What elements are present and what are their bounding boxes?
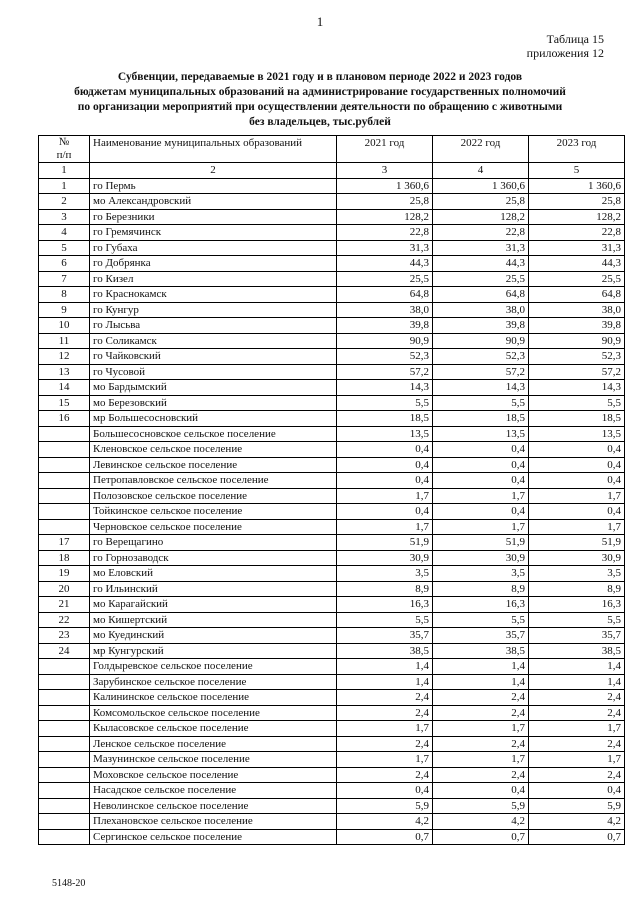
value-2023-cell: 90,9	[529, 333, 625, 349]
table-row	[39, 690, 625, 706]
municipality-name-cell: Насадское сельское поселение	[90, 783, 337, 799]
table-row	[39, 597, 625, 613]
table-row	[39, 488, 625, 504]
value-2021-cell: 25,5	[337, 271, 433, 287]
value-2023-cell: 64,8	[529, 287, 625, 303]
municipality-name-cell: мр Большесосновский	[90, 411, 337, 427]
municipality-name-cell: Большесосновское сельское поселение	[90, 426, 337, 442]
value-2023-cell: 25,8	[529, 194, 625, 210]
value-2023-cell: 5,5	[529, 612, 625, 628]
value-2021-cell: 2,4	[337, 736, 433, 752]
table-row	[39, 628, 625, 644]
title-line: по организации мероприятий при осуществлении деятельности по обращению с животными	[77, 101, 563, 113]
value-2022-cell: 1,4	[433, 674, 529, 690]
municipality-name-cell: го Соликамск	[90, 333, 337, 349]
value-2021-cell: 31,3	[337, 240, 433, 256]
municipality-name-cell: мо Березовский	[90, 395, 337, 411]
value-2023-cell: 38,5	[529, 643, 625, 659]
value-2021-cell: 1,7	[337, 519, 433, 535]
row-number-cell: 2	[39, 194, 90, 210]
value-2021-cell: 90,9	[337, 333, 433, 349]
table-row	[39, 674, 625, 690]
title-line: без владельцев, тыс.рублей	[249, 116, 391, 128]
subsidy-table	[38, 135, 625, 845]
table-row	[39, 395, 625, 411]
table-row	[39, 178, 625, 194]
value-2023-cell: 18,5	[529, 411, 625, 427]
row-number-cell: 13	[39, 364, 90, 380]
value-2021-cell: 52,3	[337, 349, 433, 365]
value-2023-cell: 1,7	[529, 488, 625, 504]
table-row	[39, 318, 625, 334]
value-2023-cell: 1,7	[529, 519, 625, 535]
value-2022-cell: 38,5	[433, 643, 529, 659]
value-2022-cell: 0,4	[433, 442, 529, 458]
value-2022-cell: 2,4	[433, 736, 529, 752]
value-2022-cell: 1,7	[433, 488, 529, 504]
value-2021-cell: 64,8	[337, 287, 433, 303]
title-line: бюджетам муниципальных образований на администрирование государственных полномочий	[74, 86, 566, 98]
table-row	[39, 721, 625, 737]
row-number-cell	[39, 659, 90, 675]
value-2023-cell: 0,4	[529, 504, 625, 520]
municipality-name-cell: го Кизел	[90, 271, 337, 287]
value-2021-cell: 57,2	[337, 364, 433, 380]
value-2023-cell: 1,7	[529, 721, 625, 737]
value-2021-cell: 1,7	[337, 488, 433, 504]
value-2021-cell: 18,5	[337, 411, 433, 427]
value-2023-cell: 30,9	[529, 550, 625, 566]
row-number-cell	[39, 814, 90, 830]
document-code: 5148-20	[52, 878, 86, 889]
table-row	[39, 550, 625, 566]
column-header-number: № п/п	[39, 136, 90, 163]
value-2023-cell: 0,4	[529, 783, 625, 799]
value-2022-cell: 57,2	[433, 364, 529, 380]
table-row	[39, 364, 625, 380]
value-2021-cell: 0,4	[337, 504, 433, 520]
value-2022-cell: 52,3	[433, 349, 529, 365]
row-number-cell: 4	[39, 225, 90, 241]
row-number-cell	[39, 783, 90, 799]
row-number-cell: 19	[39, 566, 90, 582]
value-2021-cell: 0,4	[337, 473, 433, 489]
value-2021-cell: 35,7	[337, 628, 433, 644]
municipality-name-cell: го Добрянка	[90, 256, 337, 272]
table-row	[39, 256, 625, 272]
value-2023-cell: 0,7	[529, 829, 625, 845]
document-title	[60, 70, 580, 130]
municipality-name-cell: Кленовское сельское поселение	[90, 442, 337, 458]
value-2023-cell: 5,9	[529, 798, 625, 814]
row-number-cell	[39, 798, 90, 814]
value-2021-cell: 5,5	[337, 395, 433, 411]
row-number-cell	[39, 426, 90, 442]
column-number: 2	[90, 163, 337, 179]
value-2022-cell: 31,3	[433, 240, 529, 256]
table-row	[39, 457, 625, 473]
value-2022-cell: 0,4	[433, 473, 529, 489]
value-2023-cell: 39,8	[529, 318, 625, 334]
value-2022-cell: 90,9	[433, 333, 529, 349]
column-number: 3	[337, 163, 433, 179]
value-2023-cell: 31,3	[529, 240, 625, 256]
value-2022-cell: 16,3	[433, 597, 529, 613]
municipality-name-cell: мо Александровский	[90, 194, 337, 210]
value-2022-cell: 2,4	[433, 767, 529, 783]
row-number-cell: 18	[39, 550, 90, 566]
value-2022-cell: 5,5	[433, 395, 529, 411]
municipality-name-cell: го Краснокамск	[90, 287, 337, 303]
value-2022-cell: 30,9	[433, 550, 529, 566]
row-number-cell	[39, 519, 90, 535]
table-row	[39, 333, 625, 349]
row-number-cell: 7	[39, 271, 90, 287]
value-2022-cell: 0,4	[433, 504, 529, 520]
table-row	[39, 194, 625, 210]
municipality-name-cell: Кыласовское сельское поселение	[90, 721, 337, 737]
municipality-name-cell: мо Куединский	[90, 628, 337, 644]
value-2022-cell: 0,4	[433, 783, 529, 799]
column-header-2022: 2022 год	[433, 136, 529, 163]
value-2022-cell: 1,7	[433, 721, 529, 737]
row-number-cell	[39, 705, 90, 721]
row-number-cell	[39, 504, 90, 520]
municipality-name-cell: го Березники	[90, 209, 337, 225]
row-number-cell: 16	[39, 411, 90, 427]
header-row	[39, 136, 625, 163]
row-number-cell: 3	[39, 209, 90, 225]
value-2021-cell: 5,9	[337, 798, 433, 814]
table-row	[39, 426, 625, 442]
value-2021-cell: 0,7	[337, 829, 433, 845]
value-2021-cell: 2,4	[337, 767, 433, 783]
table-row	[39, 302, 625, 318]
value-2021-cell: 3,5	[337, 566, 433, 582]
municipality-name-cell: Плехановское сельское поселение	[90, 814, 337, 830]
value-2023-cell: 13,5	[529, 426, 625, 442]
value-2022-cell: 4,2	[433, 814, 529, 830]
value-2022-cell: 22,8	[433, 225, 529, 241]
table-row	[39, 752, 625, 768]
value-2022-cell: 18,5	[433, 411, 529, 427]
value-2022-cell: 25,5	[433, 271, 529, 287]
value-2022-cell: 5,9	[433, 798, 529, 814]
value-2022-cell: 0,4	[433, 457, 529, 473]
value-2023-cell: 2,4	[529, 690, 625, 706]
table-row	[39, 736, 625, 752]
row-number-cell: 22	[39, 612, 90, 628]
table-row	[39, 411, 625, 427]
column-number: 5	[529, 163, 625, 179]
row-number-cell	[39, 736, 90, 752]
value-2022-cell: 13,5	[433, 426, 529, 442]
value-2022-cell: 38,0	[433, 302, 529, 318]
value-2022-cell: 2,4	[433, 705, 529, 721]
value-2021-cell: 128,2	[337, 209, 433, 225]
value-2023-cell: 1,4	[529, 659, 625, 675]
value-2023-cell: 2,4	[529, 705, 625, 721]
row-number-cell: 11	[39, 333, 90, 349]
table-row	[39, 581, 625, 597]
table-row	[39, 504, 625, 520]
value-2023-cell: 1 360,6	[529, 178, 625, 194]
municipality-name-cell: мр Кунгурский	[90, 643, 337, 659]
row-number-cell	[39, 442, 90, 458]
value-2022-cell: 14,3	[433, 380, 529, 396]
row-number-cell	[39, 721, 90, 737]
column-number: 1	[39, 163, 90, 179]
row-number-cell	[39, 752, 90, 768]
page-number: 1	[316, 14, 324, 29]
row-number-cell	[39, 690, 90, 706]
table-row	[39, 209, 625, 225]
value-2023-cell: 51,9	[529, 535, 625, 551]
table-row	[39, 829, 625, 845]
table-row	[39, 380, 625, 396]
value-2022-cell: 8,9	[433, 581, 529, 597]
municipality-name-cell: го Горнозаводск	[90, 550, 337, 566]
row-number-cell: 15	[39, 395, 90, 411]
municipality-name-cell: го Губаха	[90, 240, 337, 256]
municipality-name-cell: Полозовское сельское поселение	[90, 488, 337, 504]
municipality-name-cell: Левинское сельское поселение	[90, 457, 337, 473]
column-header-name: Наименование муниципальных образований	[90, 136, 337, 163]
row-number-cell: 12	[39, 349, 90, 365]
row-number-cell: 5	[39, 240, 90, 256]
value-2021-cell: 5,5	[337, 612, 433, 628]
row-number-cell: 21	[39, 597, 90, 613]
municipality-name-cell: мо Карагайский	[90, 597, 337, 613]
table-row	[39, 442, 625, 458]
value-2023-cell: 0,4	[529, 473, 625, 489]
value-2023-cell: 57,2	[529, 364, 625, 380]
municipality-name-cell: Голдыревское сельское поселение	[90, 659, 337, 675]
municipality-name-cell: го Лысьва	[90, 318, 337, 334]
appendix-label: приложения 12	[526, 46, 604, 60]
municipality-name-cell: Черновское сельское поселение	[90, 519, 337, 535]
value-2023-cell: 25,5	[529, 271, 625, 287]
table-row	[39, 659, 625, 675]
column-header-2021: 2021 год	[337, 136, 433, 163]
value-2021-cell: 0,4	[337, 457, 433, 473]
value-2021-cell: 0,4	[337, 783, 433, 799]
row-number-cell: 23	[39, 628, 90, 644]
table-row	[39, 349, 625, 365]
value-2021-cell: 1,4	[337, 659, 433, 675]
municipality-name-cell: го Ильинский	[90, 581, 337, 597]
value-2022-cell: 1,4	[433, 659, 529, 675]
municipality-name-cell: Калининское сельское поселение	[90, 690, 337, 706]
value-2022-cell: 2,4	[433, 690, 529, 706]
value-2023-cell: 3,5	[529, 566, 625, 582]
value-2023-cell: 22,8	[529, 225, 625, 241]
value-2021-cell: 1 360,6	[337, 178, 433, 194]
value-2022-cell: 39,8	[433, 318, 529, 334]
table-row	[39, 643, 625, 659]
title-line: Субвенции, передаваемые в 2021 году и в плановом периоде 2022 и 2023 годов	[117, 71, 523, 83]
value-2023-cell: 52,3	[529, 349, 625, 365]
value-2022-cell: 5,5	[433, 612, 529, 628]
value-2021-cell: 38,0	[337, 302, 433, 318]
municipality-name-cell: го Чайковский	[90, 349, 337, 365]
row-number-cell: 6	[39, 256, 90, 272]
table-row	[39, 225, 625, 241]
municipality-name-cell: мо Бардымский	[90, 380, 337, 396]
column-header-2023: 2023 год	[529, 136, 625, 163]
row-number-cell	[39, 829, 90, 845]
municipality-name-cell: Неволинское сельское поселение	[90, 798, 337, 814]
value-2023-cell: 35,7	[529, 628, 625, 644]
municipality-name-cell: Зарубинское сельское поселение	[90, 674, 337, 690]
row-number-cell: 9	[39, 302, 90, 318]
municipality-name-cell: Ленское сельское поселение	[90, 736, 337, 752]
value-2022-cell: 0,7	[433, 829, 529, 845]
table-row	[39, 566, 625, 582]
value-2022-cell: 25,8	[433, 194, 529, 210]
municipality-name-cell: го Верещагино	[90, 535, 337, 551]
table-row	[39, 798, 625, 814]
value-2021-cell: 13,5	[337, 426, 433, 442]
value-2021-cell: 39,8	[337, 318, 433, 334]
table-row	[39, 519, 625, 535]
value-2023-cell: 38,0	[529, 302, 625, 318]
value-2021-cell: 0,4	[337, 442, 433, 458]
value-2023-cell: 128,2	[529, 209, 625, 225]
municipality-name-cell: Комсомольское сельское поселение	[90, 705, 337, 721]
row-number-cell	[39, 674, 90, 690]
municipality-name-cell: го Пермь	[90, 178, 337, 194]
row-number-cell: 10	[39, 318, 90, 334]
municipality-name-cell: Мазунинское сельское поселение	[90, 752, 337, 768]
value-2023-cell: 5,5	[529, 395, 625, 411]
value-2021-cell: 2,4	[337, 690, 433, 706]
value-2023-cell: 16,3	[529, 597, 625, 613]
municipality-name-cell: Моховское сельское поселение	[90, 767, 337, 783]
row-number-cell	[39, 473, 90, 489]
row-number-cell: 17	[39, 535, 90, 551]
value-2021-cell: 8,9	[337, 581, 433, 597]
table-row	[39, 783, 625, 799]
municipality-name-cell: Тойкинское сельское поселение	[90, 504, 337, 520]
table-row	[39, 271, 625, 287]
municipality-name-cell: го Чусовой	[90, 364, 337, 380]
table-row	[39, 535, 625, 551]
value-2022-cell: 51,9	[433, 535, 529, 551]
row-number-cell: 20	[39, 581, 90, 597]
municipality-name-cell: го Кунгур	[90, 302, 337, 318]
table-reference	[527, 32, 604, 60]
row-number-cell	[39, 488, 90, 504]
municipality-name-cell: Петропавловское сельское поселение	[90, 473, 337, 489]
value-2022-cell: 3,5	[433, 566, 529, 582]
value-2023-cell: 0,4	[529, 442, 625, 458]
row-number-cell: 24	[39, 643, 90, 659]
value-2023-cell: 14,3	[529, 380, 625, 396]
value-2023-cell: 0,4	[529, 457, 625, 473]
column-number-row	[39, 163, 625, 179]
table-row	[39, 287, 625, 303]
table-body	[39, 178, 625, 845]
row-number-cell	[39, 767, 90, 783]
value-2023-cell: 2,4	[529, 736, 625, 752]
value-2023-cell: 2,4	[529, 767, 625, 783]
value-2023-cell: 1,7	[529, 752, 625, 768]
column-number: 4	[433, 163, 529, 179]
table-row	[39, 814, 625, 830]
value-2021-cell: 22,8	[337, 225, 433, 241]
value-2021-cell: 1,7	[337, 721, 433, 737]
value-2021-cell: 44,3	[337, 256, 433, 272]
value-2021-cell: 4,2	[337, 814, 433, 830]
value-2023-cell: 8,9	[529, 581, 625, 597]
row-number-cell: 14	[39, 380, 90, 396]
value-2022-cell: 1 360,6	[433, 178, 529, 194]
row-number-cell: 8	[39, 287, 90, 303]
value-2022-cell: 64,8	[433, 287, 529, 303]
value-2021-cell: 25,8	[337, 194, 433, 210]
row-number-cell	[39, 457, 90, 473]
value-2022-cell: 44,3	[433, 256, 529, 272]
value-2021-cell: 14,3	[337, 380, 433, 396]
municipality-name-cell: мо Еловский	[90, 566, 337, 582]
table-row	[39, 705, 625, 721]
municipality-name-cell: Сергинское сельское поселение	[90, 829, 337, 845]
table-row	[39, 612, 625, 628]
value-2021-cell: 2,4	[337, 705, 433, 721]
value-2021-cell: 51,9	[337, 535, 433, 551]
value-2021-cell: 30,9	[337, 550, 433, 566]
value-2022-cell: 35,7	[433, 628, 529, 644]
table-label: Таблица 15	[546, 32, 604, 46]
municipality-name-cell: го Гремячинск	[90, 225, 337, 241]
table-row	[39, 473, 625, 489]
value-2021-cell: 16,3	[337, 597, 433, 613]
value-2021-cell: 1,7	[337, 752, 433, 768]
value-2022-cell: 1,7	[433, 752, 529, 768]
value-2022-cell: 1,7	[433, 519, 529, 535]
municipality-name-cell: мо Кишертский	[90, 612, 337, 628]
table-row	[39, 240, 625, 256]
value-2023-cell: 1,4	[529, 674, 625, 690]
value-2022-cell: 128,2	[433, 209, 529, 225]
value-2021-cell: 38,5	[337, 643, 433, 659]
table-row	[39, 767, 625, 783]
value-2021-cell: 1,4	[337, 674, 433, 690]
value-2023-cell: 4,2	[529, 814, 625, 830]
value-2023-cell: 44,3	[529, 256, 625, 272]
row-number-cell: 1	[39, 178, 90, 194]
